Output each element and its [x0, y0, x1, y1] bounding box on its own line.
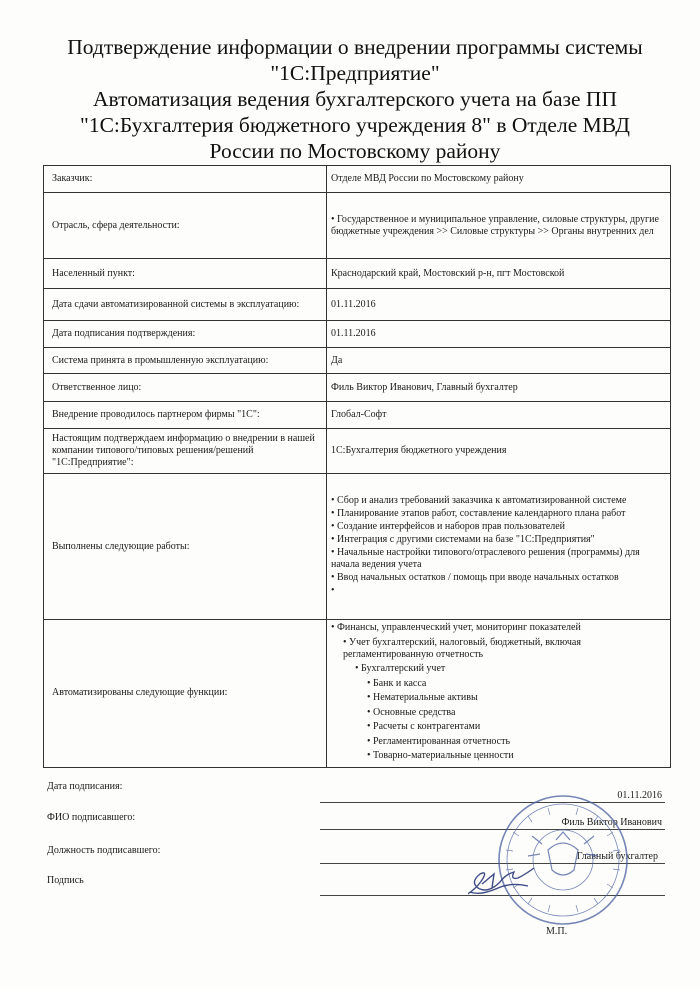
title-line-5: России по Мостовскому району — [209, 139, 501, 163]
field-label: Отрасль, сфера деятельности: — [44, 193, 327, 259]
signer-name-value: Филь Виктор Иванович — [561, 817, 662, 828]
functions-cell — [327, 620, 671, 768]
field-value: Краснодарский край, Мостовский р-н, пгт Мостовской — [327, 259, 671, 289]
table-row — [44, 193, 671, 259]
title-line-4: "1С:Бухгалтерия бюджетного учреждения 8" в Отделе МВД — [80, 113, 630, 137]
title-line-3: Автоматизация ведения бухгалтерского учета на базе ПП — [93, 87, 617, 111]
list-item: • Нематериальные активы — [367, 692, 478, 703]
list-item: • Интеграция с другими системами на базе "1С:Предприятия" — [331, 534, 595, 545]
field-value: Отделе МВД России по Мостовскому району — [327, 166, 671, 193]
list-item: • Регламентированная отчетность — [367, 735, 511, 747]
table-row — [44, 166, 671, 193]
field-value: • Государственное и муниципальное управление, силовые структуры, другие бюджетные учреждения >> Силовые структуры >> Органы внутренних дел — [327, 193, 671, 259]
confirmation-table — [43, 165, 671, 768]
table-row — [44, 374, 671, 402]
list-item: • Основные средства — [367, 706, 456, 718]
field-value: Филь Виктор Иванович, Главный бухгалтер — [327, 374, 671, 402]
works-cell — [327, 474, 671, 620]
field-label: Внедрение проводилось партнером фирмы "1С": — [44, 402, 327, 429]
list-item: • Планирование этапов работ, составление календарного плана работ — [331, 508, 626, 519]
list-item: • Бухгалтерский учет — [355, 663, 446, 674]
table-row — [44, 348, 671, 374]
sign-date-label: Дата подписания: — [47, 781, 123, 792]
list-item: • Создание интерфейсов и наборов прав пользователей — [331, 521, 566, 532]
field-label: Заказчик: — [44, 166, 327, 193]
field-value: Да — [327, 348, 671, 374]
works-label: Выполнены следующие работы: — [44, 474, 327, 620]
signer-position-label: Должность подписавшего: — [47, 845, 161, 856]
list-item: • Сбор и анализ требований заказчика к автоматизированной системе — [331, 495, 627, 506]
works-list — [331, 495, 665, 597]
table-row — [44, 474, 671, 620]
field-label: Система принята в промышленную эксплуатацию: — [44, 348, 327, 374]
functions-label: Автоматизированы следующие функции: — [44, 620, 327, 768]
field-value: 01.11.2016 — [327, 321, 671, 348]
table-row — [44, 429, 671, 474]
stamp-mark-label: М.П. — [546, 926, 568, 937]
table-row — [44, 289, 671, 321]
functions-list — [331, 622, 665, 762]
table-row — [44, 259, 671, 289]
list-item: • Финансы, управленческий учет, мониторинг показателей — [331, 622, 581, 633]
sign-date-value: 01.11.2016 — [617, 790, 662, 801]
official-stamp — [468, 792, 658, 942]
field-label: Дата подписания подтверждения: — [44, 321, 327, 348]
table-row — [44, 620, 671, 768]
signer-position-value: Главный бухгалтер — [576, 851, 658, 862]
field-label: Настоящим подтверждаем информацию о внедрении в нашей компании типового/типовых решения/решений "1С:Предприятие": — [44, 429, 327, 474]
document-title — [50, 34, 660, 164]
field-label: Дата сдачи автоматизированной системы в эксплуатацию: — [44, 289, 327, 321]
list-item: • Расчеты с контрагентами — [367, 721, 481, 732]
field-label: Населенный пункт: — [44, 259, 327, 289]
signature-label: Подпись — [47, 875, 84, 886]
signer-name-label: ФИО подписавшего: — [47, 812, 136, 823]
title-line-2: "1С:Предприятие" — [270, 61, 440, 85]
list-item: • — [331, 585, 335, 596]
list-item: • Учет бухгалтерский, налоговый, бюджетный, включая регламентированную отчетность — [343, 636, 581, 660]
list-item: • Товарно-материальные ценности — [367, 750, 514, 761]
field-value: Глобал-Софт — [327, 402, 671, 429]
list-item: • Начальные настройки типового/отраслевого решения (программы) для начала ведения учета — [331, 547, 640, 570]
table-row — [44, 402, 671, 429]
field-label: Ответственное лицо: — [44, 374, 327, 402]
list-item: • Ввод начальных остатков / помощь при вводе начальных остатков — [331, 572, 619, 583]
list-item: • Банк и касса — [367, 677, 427, 689]
field-value: 01.11.2016 — [327, 289, 671, 321]
field-value: 1С:Бухгалтерия бюджетного учреждения — [327, 429, 671, 474]
table-row — [44, 321, 671, 348]
title-line-1: Подтверждение информации о внедрении программы системы — [67, 35, 643, 59]
